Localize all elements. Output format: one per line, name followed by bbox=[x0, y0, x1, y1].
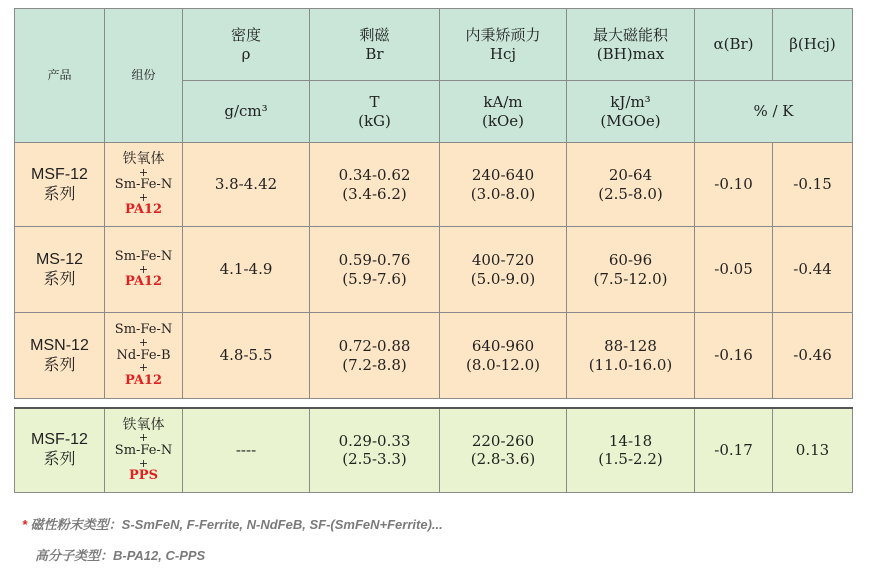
product-cell bbox=[15, 227, 105, 313]
footnote-powder-text: 磁性粉末类型：S-SmFeN, F-Ferrite, N-NdFeB, SF-(SmFeN+Ferrite)... bbox=[27, 517, 443, 532]
product-series: 系列 bbox=[43, 270, 76, 288]
composition-cell bbox=[105, 408, 183, 492]
table-row bbox=[15, 143, 853, 227]
energy-cgs: (2.5-8.0) bbox=[598, 184, 663, 203]
header-remanence bbox=[310, 9, 440, 81]
beta-value: -0.46 bbox=[773, 313, 853, 399]
header-product: 产品 bbox=[15, 9, 105, 143]
unit-coercivity-si: kA/m bbox=[483, 92, 523, 111]
alpha-value: -0.16 bbox=[695, 313, 773, 399]
remanence-si: 0.34-0.62 bbox=[338, 165, 411, 184]
composition-plus: + bbox=[138, 431, 149, 445]
product-code: MSF-12 bbox=[31, 165, 88, 183]
beta-value: -0.44 bbox=[773, 227, 853, 313]
energy-si: 20-64 bbox=[608, 165, 653, 184]
composition-polymer: PA12 bbox=[124, 202, 162, 218]
product-cell bbox=[15, 408, 105, 492]
product-series: 系列 bbox=[43, 451, 76, 469]
product-code: MSF-12 bbox=[31, 431, 88, 449]
header-energy bbox=[567, 9, 695, 81]
energy-cgs: (1.5-2.2) bbox=[598, 450, 663, 469]
remanence-si: 0.29-0.33 bbox=[338, 431, 411, 450]
beta-value: -0.15 bbox=[773, 143, 853, 227]
magnet-properties-table bbox=[14, 8, 853, 493]
composition-part: Sm-Fe-N bbox=[114, 322, 173, 338]
composition-plus: + bbox=[138, 190, 149, 204]
energy-value bbox=[567, 313, 695, 399]
unit-density: g/cm³ bbox=[183, 81, 310, 143]
unit-remanence bbox=[310, 81, 440, 143]
header-density bbox=[183, 9, 310, 81]
density-value: 4.8-5.5 bbox=[183, 313, 310, 399]
composition-part: 铁氧体 bbox=[122, 150, 165, 167]
energy-cgs: (11.0-16.0) bbox=[588, 355, 673, 374]
remanence-value bbox=[310, 227, 440, 313]
coercivity-cgs: (3.0-8.0) bbox=[470, 184, 536, 203]
composition-part: Sm-Fe-N bbox=[114, 249, 173, 265]
remanence-cgs: (5.9-7.6) bbox=[342, 269, 407, 288]
header-row-names bbox=[15, 9, 853, 81]
composition-cell bbox=[105, 313, 183, 399]
table-row bbox=[15, 408, 853, 492]
product-code: MSN-12 bbox=[30, 336, 89, 354]
product-cell bbox=[15, 143, 105, 227]
composition-plus: + bbox=[138, 262, 149, 276]
coercivity-si: 400-720 bbox=[471, 250, 535, 269]
product-cell bbox=[15, 313, 105, 399]
coercivity-value bbox=[440, 143, 567, 227]
alpha-value: -0.17 bbox=[695, 408, 773, 492]
unit-remanence-cgs: (kG) bbox=[358, 111, 391, 130]
footnote-star: * bbox=[22, 517, 28, 532]
composition-polymer: PPS bbox=[129, 468, 158, 484]
remanence-value bbox=[310, 408, 440, 492]
header-beta bbox=[773, 9, 853, 81]
coercivity-value bbox=[440, 227, 567, 313]
composition-polymer: PA12 bbox=[124, 274, 162, 290]
unit-remanence-si: T bbox=[369, 92, 380, 111]
separator-cell bbox=[15, 399, 853, 409]
header-remanence-sym: Br bbox=[365, 44, 384, 63]
remanence-value bbox=[310, 313, 440, 399]
energy-value bbox=[567, 143, 695, 227]
energy-si: 88-128 bbox=[604, 336, 657, 355]
header-density-cn: 密度 bbox=[230, 25, 261, 44]
composition-plus: + bbox=[138, 165, 149, 179]
composition-plus: + bbox=[138, 361, 149, 375]
footnote-polymer-types: 高分子类型：B-PA12, C-PPS bbox=[35, 548, 206, 563]
beta-value: 0.13 bbox=[773, 408, 853, 492]
header-remanence-cn: 剩磁 bbox=[359, 25, 390, 44]
coercivity-cgs: (5.0-9.0) bbox=[470, 269, 536, 288]
table-row bbox=[15, 313, 853, 399]
table-separator bbox=[15, 399, 853, 409]
remanence-si: 0.72-0.88 bbox=[338, 336, 411, 355]
composition-polymer: PA12 bbox=[124, 372, 162, 388]
coercivity-value bbox=[440, 408, 567, 492]
energy-si: 60-96 bbox=[608, 250, 653, 269]
composition-plus: + bbox=[138, 456, 149, 470]
header-alpha-label: α(Br) bbox=[713, 35, 754, 54]
composition-part: Sm-Fe-N bbox=[114, 442, 173, 458]
density-value: 3.8-4.42 bbox=[183, 143, 310, 227]
composition-cell bbox=[105, 227, 183, 313]
remanence-cgs: (7.2-8.8) bbox=[342, 355, 407, 374]
product-series: 系列 bbox=[43, 185, 76, 203]
density-value: ---- bbox=[183, 408, 310, 492]
alpha-value: -0.10 bbox=[695, 143, 773, 227]
remanence-si: 0.59-0.76 bbox=[338, 250, 411, 269]
coercivity-si: 640-960 bbox=[471, 336, 535, 355]
composition-plus: + bbox=[138, 336, 149, 350]
energy-value bbox=[567, 227, 695, 313]
unit-energy-cgs: (MGOe) bbox=[600, 111, 661, 130]
coercivity-si: 240-640 bbox=[471, 165, 535, 184]
header-coercivity bbox=[440, 9, 567, 81]
energy-cgs: (7.5-12.0) bbox=[593, 269, 668, 288]
remanence-cgs: (3.4-6.2) bbox=[342, 184, 407, 203]
header-energy-sym: (BH)max bbox=[596, 44, 665, 63]
unit-energy bbox=[567, 81, 695, 143]
coercivity-cgs: (2.8-3.6) bbox=[470, 450, 536, 469]
energy-si: 14-18 bbox=[608, 431, 653, 450]
composition-part: Sm-Fe-N bbox=[114, 177, 173, 193]
product-series: 系列 bbox=[43, 356, 76, 374]
unit-temp-coef: % / K bbox=[695, 81, 853, 143]
header-coercivity-sym: Hcj bbox=[489, 44, 517, 63]
composition-cell bbox=[105, 143, 183, 227]
composition-part: 铁氧体 bbox=[122, 416, 165, 433]
magnet-properties-table-wrapper bbox=[14, 8, 852, 492]
unit-coercivity-cgs: (kOe) bbox=[482, 111, 524, 130]
coercivity-si: 220-260 bbox=[471, 431, 535, 450]
coercivity-cgs: (8.0-12.0) bbox=[465, 355, 541, 374]
header-beta-label: β(Hcj) bbox=[789, 35, 836, 54]
coercivity-value bbox=[440, 313, 567, 399]
header-coercivity-cn: 内秉矫顽力 bbox=[465, 25, 541, 44]
unit-energy-si: kJ/m³ bbox=[610, 92, 651, 111]
header-energy-cn: 最大磁能积 bbox=[592, 25, 668, 44]
product-code: MS-12 bbox=[35, 250, 84, 268]
unit-coercivity bbox=[440, 81, 567, 143]
energy-value bbox=[567, 408, 695, 492]
header-alpha bbox=[695, 9, 773, 81]
footnote-powder-types bbox=[22, 514, 443, 533]
density-value: 4.1-4.9 bbox=[183, 227, 310, 313]
remanence-value bbox=[310, 143, 440, 227]
composition-part: Nd-Fe-B bbox=[116, 347, 171, 363]
header-composition: 组份 bbox=[105, 9, 183, 143]
alpha-value: -0.05 bbox=[695, 227, 773, 313]
table-row bbox=[15, 227, 853, 313]
remanence-cgs: (2.5-3.3) bbox=[342, 450, 407, 469]
header-density-sym: ρ bbox=[241, 44, 251, 63]
